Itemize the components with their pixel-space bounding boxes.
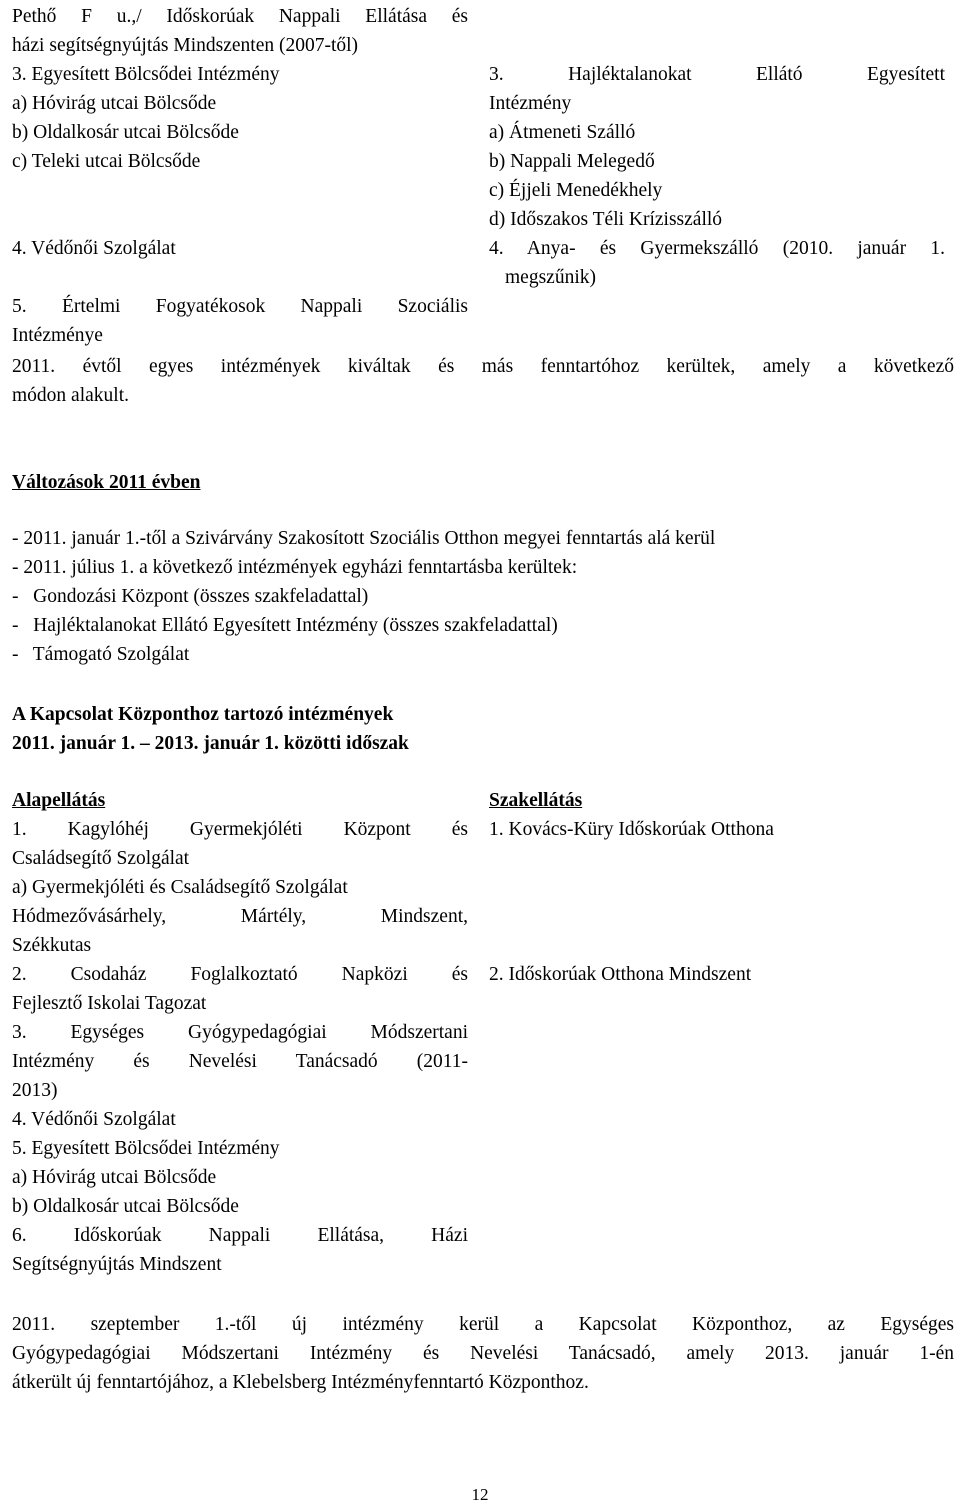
- top-table: [12, 2, 954, 350]
- alapellatas-column: Alapellátás 1. Kagylóhéj Gyermekjóléti Központ és Családsegítő Szolgálat a) Gyermekjóléti és Családsegítő Szolgálat Hódmezővásárhely, Mártély, Mindszent, Székkutas 2. Csodaház Foglalkoztató Napközi és Fejlesztő Iskolai Tagozat 3. Egységes Gyógypedagógiai Módszertani Intézmény és Nevelési Tanácsadó (2011- 2013) 4. Védőnői Szolgálat 5. Egyesített Bölcsődei Intézmény a) Hóvirág utcai Bölcsőde b) Oldalkosár utcai Bölcsőde 6. Időskorúak Nappali Ellátása, Házi Segítségnyújtás Mindszent: [12, 786, 468, 1279]
- list-item: - Támogató Szolgálat: [12, 644, 190, 665]
- table-cell: 3. Hajléktalanokat Ellátó Egyesített Intézmény a) Átmeneti Szálló b) Nappali Melegedő c) Éjjeli Menedékhely d) Időszakos Téli Krízisszálló: [489, 64, 945, 230]
- changes-list: [12, 524, 954, 669]
- table-cell: Pethő F u.,/ Időskorúak Nappali Ellátása és házi segítségnyújtás Mindszenten (2007-től): [12, 6, 468, 56]
- list-item: - 2011. július 1. a következő intézmények egyházi fenntartásba kerültek:: [12, 557, 578, 578]
- kapcsolat-heading: A Kapcsolat Központhoz tartozó intézmények 2011. január 1. – 2013. január 1. közötti időszak: [12, 704, 409, 754]
- table-row: [12, 60, 954, 234]
- list-item: - Hajléktalanokat Ellátó Egyesített Intézmény (összes szakfeladattal): [12, 615, 558, 636]
- table-cell: 5. Értelmi Fogyatékosok Nappali Szociális Intézménye: [12, 296, 468, 346]
- changes-section: [12, 468, 954, 497]
- changes-heading: Változások 2011 évben: [12, 472, 201, 493]
- column-title: Alapellátás: [12, 790, 106, 811]
- szakellatas-item: 2. Időskorúak Otthona Mindszent: [489, 964, 752, 985]
- table-cell: 4. Védőnői Szolgálat: [12, 238, 176, 259]
- table-row: [12, 234, 954, 292]
- table-row: [12, 292, 954, 350]
- column-title: Szakellátás: [489, 790, 583, 811]
- szakellatas-column: Szakellátás 1. Kovács-Küry Időskorúak Otthona: [489, 786, 945, 844]
- table-cell: 3. Egyesített Bölcsődei Intézmény a) Hóvirág utcai Bölcsőde b) Oldalkosár utcai Bölcsőde c) Teleki utcai Bölcsőde: [12, 64, 280, 172]
- table-row: [12, 2, 954, 60]
- list-item: - 2011. január 1.-től a Szivárvány Szakosított Szociális Otthon megyei fenntartás alá kerül: [12, 528, 716, 549]
- list-item: - Gondozási Központ (összes szakfeladattal): [12, 586, 369, 607]
- table-cell: 4. Anya- és Gyermekszálló (2010. január 1. megszűnik): [489, 238, 945, 288]
- intro-paragraph: 2011. évtől egyes intézmények kiváltak és más fenntartóhoz kerültek, amely a következő módon alakult.: [12, 356, 954, 406]
- closing-paragraph: 2011. szeptember 1.-től új intézmény kerül a Kapcsolat Központhoz, az Egységes Gyógypedagógiai Módszertani Intézmény és Nevelési Tanácsadó, amely 2013. január 1-én átkerült új fenntartójához, a Klebelsberg Intézményfenntartó Központhoz.: [12, 1314, 954, 1393]
- page-number: 12: [471, 1485, 489, 1504]
